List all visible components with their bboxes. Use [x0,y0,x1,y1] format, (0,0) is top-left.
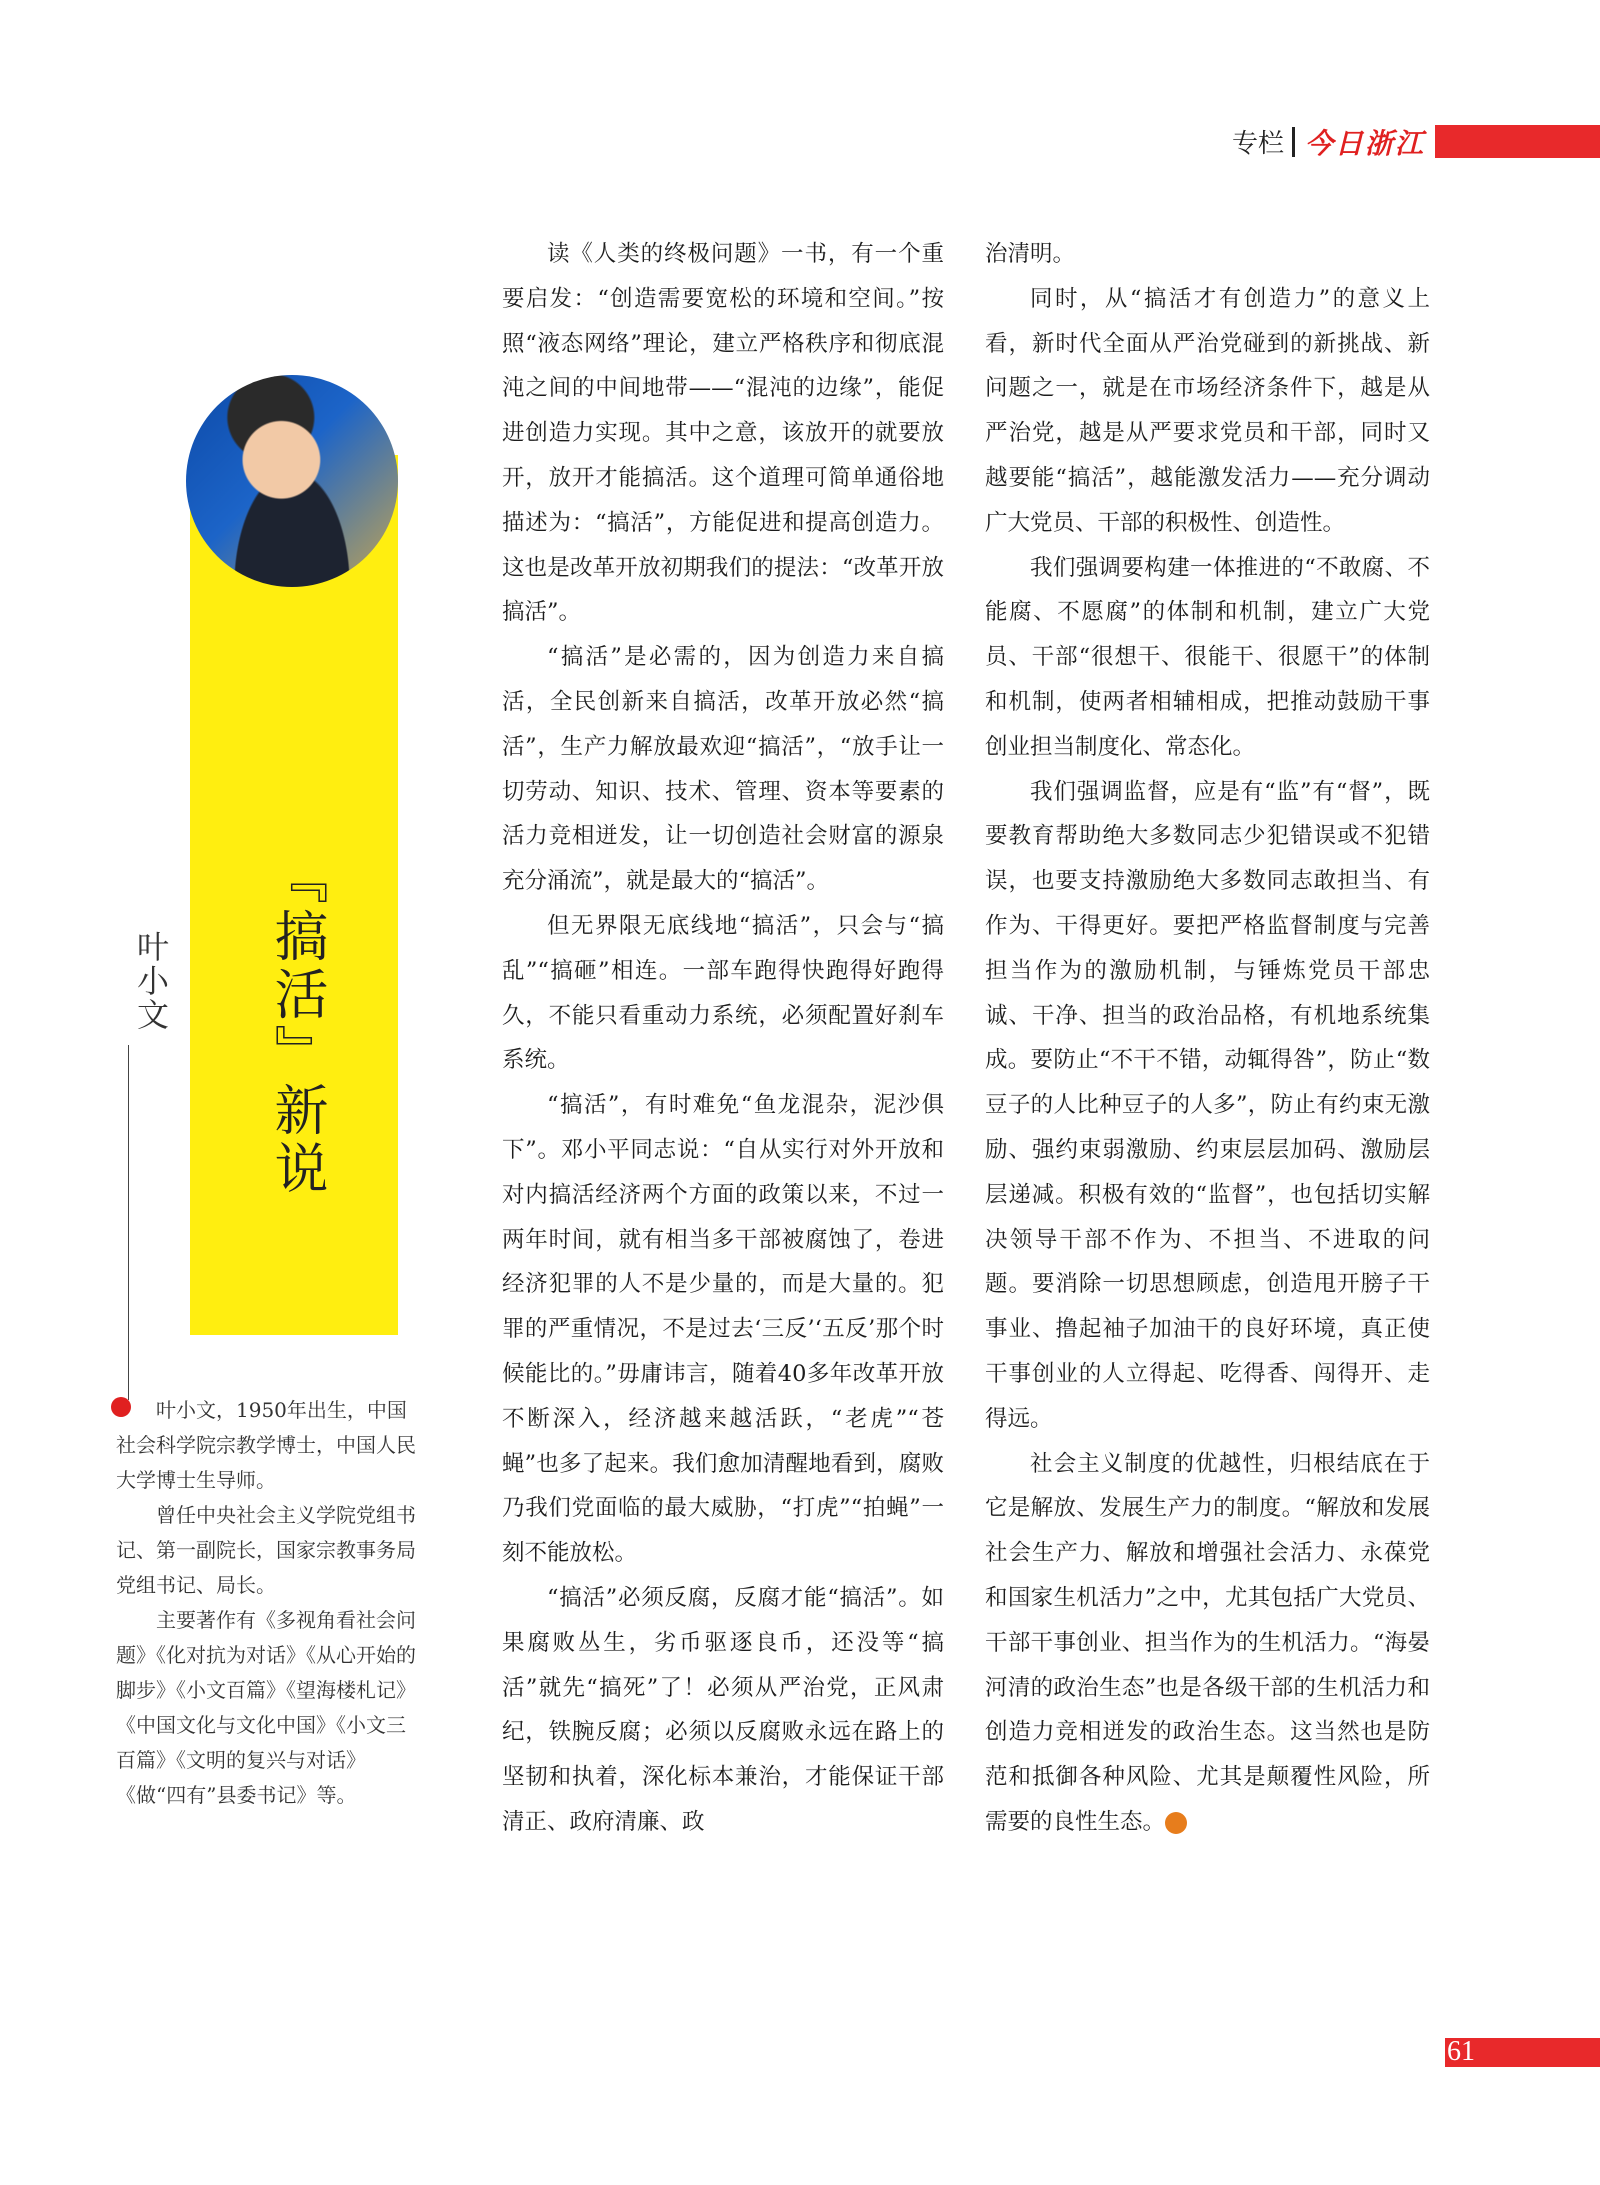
body-paragraph: 但无界限无底线地“搞活”，只会与“搞乱”“搞砸”相连。一部车跑得快跑得好跑得久，不能只看重动力系统，必须配置好刹车系统。 [502,912,944,1074]
body-paragraph: 读《人类的终极问题》一书，有一个重要启发：“创造需要宽松的环境和空间。”按照“液态网络”理论，建立严格秩序和彻底混沌之间的中间地带——“混沌的边缘”，能促进创造力实现。其中之意，该放开的就要放开，放开才能搞活。这个道理可简单通俗地描述为：“搞活”，方能促进和提高创造力。这也是改革开放初期我们的提法：“改革开放搞活”。 [502,241,944,626]
column-label: 专栏 [1231,129,1284,159]
body-paragraph: “搞活”是必需的，因为创造力来自搞活，全民创新来自搞活，改革开放必然“搞活”，生产力解放最欢迎“搞活”，“放手让一切劳动、知识、技术、管理、资本等要素的活力竞相迸发，让一切创造社会财富的源泉充分涌流”，就是最大的“搞活”。 [502,644,944,895]
page-header [1232,125,1600,158]
body-paragraph: 同时，从“搞活才有创造力”的意义上看，新时代全面从严治党碰到的新挑战、新问题之一，就是在市场经济条件下，越是从严治党，越是从严要求党员和干部，同时又越要能“搞活”，越能激发活力——充分调动广大党员、干部的积极性、创造性。 [985,285,1430,536]
body-column-1 [502,232,944,1845]
author-photo [186,375,398,587]
body-paragraph: “搞活”必须反腐，反腐才能“搞活”。如果腐败丛生，劣币驱逐良币，还没等“搞活”就先“搞死”了！必须从严治党，正风肃纪，铁腕反腐；必须以反腐败永远在路上的坚韧和执着，深化标本兼治，才能保证干部清正、政府清廉、政 [502,1584,944,1835]
body-paragraph: “搞活”，有时难免“鱼龙混杂，泥沙俱下”。邓小平同志说：“自从实行对外开放和对内搞活经济两个方面的政策以来，不过一两年时间，就有相当多干部被腐蚀了，卷进经济犯罪的人不是少量的，而是大量的。犯罪的严重情况，不是过去‘三反’‘五反’那个时候能比的。”毋庸讳言，随着40多年改革开放不断深入，经济越来越活跃，“老虎”“苍蝇”也多了起来。我们愈加清醒地看到，腐败乃我们党面临的最大威胁，“打虎”“拍蝇”一刻不能放松。 [502,1092,944,1567]
body-paragraph-continued: 治清明。 [985,241,1076,267]
header-red-bar [1435,125,1600,158]
page-number: 61 [1447,2036,1475,2067]
end-mark-icon: 今 [1165,1812,1187,1834]
bio-paragraph: 主要著作有《多视角看社会问题》《化对抗为对话》《从心开始的脚步》《小文百篇》《望海楼札记》《中国文化与文化中国》《小文三百篇》《文明的复兴与对话》《做“四有”县委书记》等。 [116,1608,416,1807]
header-separator [1292,127,1295,157]
author-bio [116,1393,422,1813]
body-paragraph: 我们强调要构建一体推进的“不敢腐、不能腐、不愿腐”的体制和机制，建立广大党员、干部“很想干、很能干、很愿干”的体制和机制，使两者相辅相成，把推动鼓励干事创业担当制度化、常态化。 [985,554,1430,760]
body-paragraph-text: 社会主义制度的优越性，归根结底在于它是解放、发展生产力的制度。“解放和发展社会生产力、解放和增强社会活力、永葆党和国家生机活力”之中，尤其包括广大党员、干部干事创业、担当作为的生机活力。“海晏河清的政治生态”也是各级干部的生机活力和创造力竞相迸发的政治生态。这当然也是防范和抵御各种风险、尤其是颠覆性风险，所需要的良性生态。 [985,1450,1430,1835]
body-paragraph [985,1442,1430,1845]
body-column-2 [985,232,1430,1845]
body-paragraph: 我们强调监督，应是有“监”有“督”，既要教育帮助绝大多数同志少犯错误或不犯错误，也要支持激励绝大多数同志敢担当、有作为、干得更好。要把严格监督制度与完善担当作为的激励机制，与锤炼党员干部忠诚、干净、担当的政治品格，有机地系统集成。要防止“不干不错，动辄得咎”，防止“数豆子的人比种豆子的人多”，防止有约束无激励、强约束弱激励、约束层层加码、激励层层递减。积极有效的“监督”，也包括切实解决领导干部不作为、不担当、不进取的问题。要消除一切思想顾虑，创造甩开膀子干事业、撸起袖子加油干的良好环境，真正使干事创业的人立得起、吃得香、闯得开、走得远。 [985,778,1430,1432]
bio-paragraph: 叶小文，1950年出生，中国社会科学院宗教学博士，中国人民大学博士生导师。 [116,1398,416,1492]
divider-line [128,1045,129,1400]
article-title: 『搞活』新说 [266,850,329,1198]
bio-paragraph: 曾任中央社会主义学院党组书记、第一副院长，国家宗教事务局党组书记、局长。 [116,1503,416,1597]
brand-logo: 今日浙江 [1304,126,1425,160]
author-name: 叶小文 [132,930,170,1032]
